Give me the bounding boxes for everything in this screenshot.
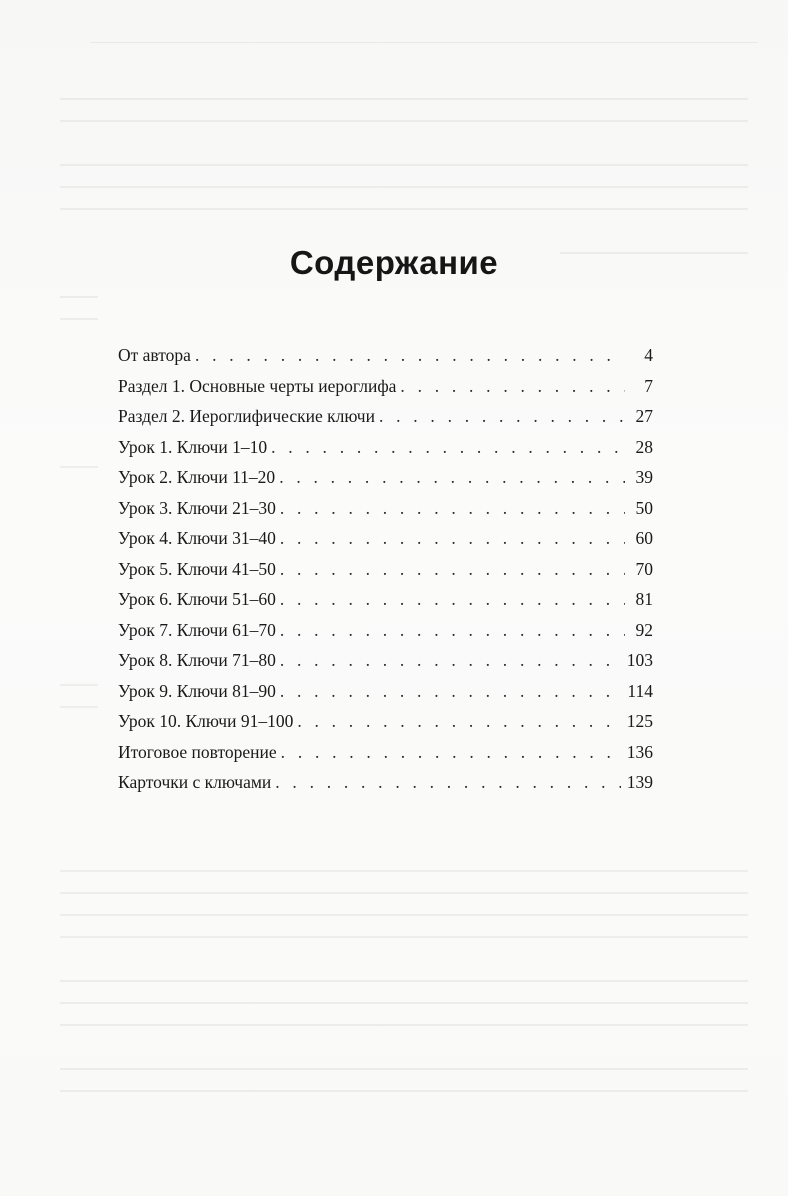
table-of-contents	[118, 340, 653, 798]
toc-entry	[118, 493, 653, 524]
toc-leader-dots	[280, 584, 625, 614]
toc-entry-label: Итоговое повторение	[118, 741, 277, 762]
bleed-through-line	[60, 870, 748, 872]
toc-entry	[118, 737, 653, 768]
toc-entry-page: 7	[644, 375, 653, 396]
bleed-through-line	[60, 936, 748, 938]
toc-entry	[118, 584, 653, 615]
bleed-through-line	[60, 296, 98, 298]
bleed-through-line	[60, 120, 748, 122]
toc-entry-page: 4	[644, 345, 653, 365]
toc-entry-page: 27	[635, 406, 653, 426]
toc-entry-label: Карточки с ключами	[118, 772, 272, 792]
toc-leader-dots	[280, 676, 622, 706]
toc-entry-page: 60	[635, 528, 653, 548]
toc-entry	[118, 432, 653, 463]
toc-entry-label: От автора	[118, 345, 191, 365]
toc-entry-label: Урок 10. Ключи 91–100	[118, 711, 294, 731]
toc-entry-page: 92	[635, 619, 653, 640]
bleed-through-line	[60, 980, 748, 982]
toc-leader-dots	[271, 432, 625, 462]
bleed-through-line	[60, 164, 748, 166]
toc-entry	[118, 706, 653, 737]
toc-entry-label: Урок 7. Ключи 61–70	[118, 619, 276, 640]
toc-entry-page: 70	[635, 558, 653, 579]
bleed-through-line	[60, 706, 98, 708]
toc-leader-dots	[281, 737, 621, 767]
toc-entry-label: Урок 1. Ключи 1–10	[118, 436, 268, 457]
bleed-through-line	[60, 892, 748, 894]
bleed-through-line	[60, 208, 748, 210]
toc-entry-page: 136	[626, 741, 653, 762]
toc-entry-label: Раздел 1. Основные черты иероглифа	[118, 375, 397, 396]
toc-entry-label: Урок 9. Ключи 81–90	[118, 680, 276, 701]
toc-leader-dots	[297, 706, 620, 736]
bleed-through-line	[60, 318, 98, 320]
toc-entry	[118, 340, 653, 371]
toc-leader-dots	[279, 462, 625, 492]
bleed-through-line	[60, 466, 98, 468]
toc-entry	[118, 554, 653, 585]
toc-entry	[118, 767, 653, 798]
toc-entry	[118, 523, 653, 554]
toc-entry-page: 81	[635, 589, 653, 609]
toc-entry-page: 139	[626, 772, 653, 792]
toc-entry-page: 50	[635, 497, 653, 518]
toc-leader-dots	[280, 554, 625, 584]
bleed-through-line	[60, 1024, 748, 1026]
toc-entry-label: Урок 8. Ключи 71–80	[118, 650, 276, 670]
toc-entry-page: 114	[627, 680, 653, 701]
toc-entry	[118, 615, 653, 646]
bleed-through-line	[60, 1002, 748, 1004]
bleed-through-line	[60, 1068, 748, 1070]
toc-leader-dots	[280, 493, 625, 523]
toc-entry	[118, 645, 653, 676]
toc-entry-label: Раздел 2. Иероглифические ключи	[118, 406, 375, 426]
toc-entry-page: 103	[626, 650, 653, 670]
toc-entry	[118, 401, 653, 432]
toc-entry	[118, 371, 653, 402]
bleed-through-line	[60, 1090, 748, 1092]
toc-leader-dots	[400, 371, 625, 401]
bleed-through-header	[90, 42, 758, 43]
toc-entry-label: Урок 2. Ключи 11–20	[118, 467, 276, 487]
toc-entry	[118, 676, 653, 707]
toc-entry-page: 125	[626, 711, 653, 731]
toc-entry-label: Урок 3. Ключи 21–30	[118, 497, 276, 518]
toc-leader-dots	[280, 523, 625, 553]
toc-entry-label: Урок 4. Ключи 31–40	[118, 528, 276, 548]
toc-entry-page: 28	[635, 436, 653, 457]
toc-entry-label: Урок 6. Ключи 51–60	[118, 589, 276, 609]
toc-entry-label: Урок 5. Ключи 41–50	[118, 558, 276, 579]
bleed-through-line	[60, 186, 748, 188]
bleed-through-line	[60, 98, 748, 100]
toc-leader-dots	[280, 615, 625, 645]
toc-entry-page: 39	[635, 467, 653, 487]
toc-leader-dots	[195, 340, 625, 370]
page-title: Содержание	[289, 244, 499, 281]
bleed-through-line	[60, 684, 98, 686]
toc-entry	[118, 462, 653, 493]
toc-leader-dots	[379, 401, 625, 431]
bleed-through-line	[60, 914, 748, 916]
toc-leader-dots	[280, 645, 621, 675]
toc-leader-dots	[275, 767, 620, 797]
